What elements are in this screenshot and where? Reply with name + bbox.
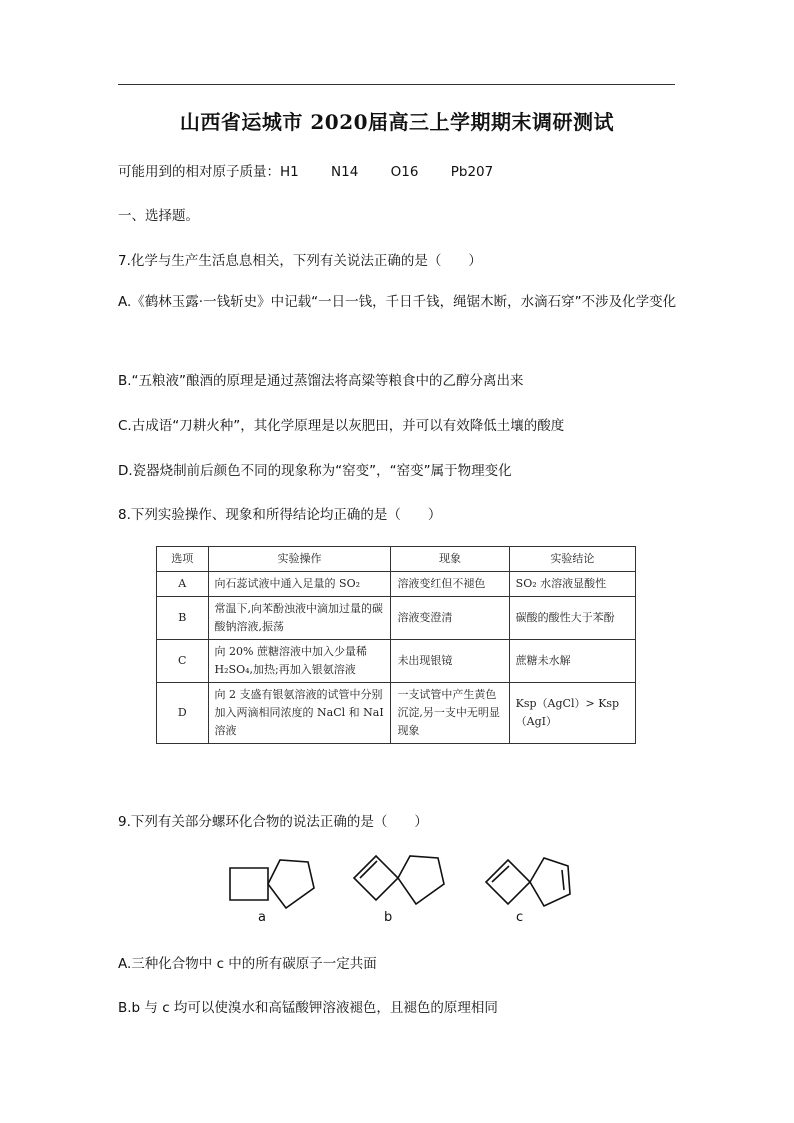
table-cell: 蔗糖未水解 [509, 640, 635, 683]
q8-table [156, 546, 636, 744]
table-cell: 向石蕊试液中通入足量的 SO₂ [208, 572, 391, 597]
compound-label-b: b [384, 910, 393, 925]
compound-label-a: a [258, 910, 266, 925]
q7-option-b: B.“五粮液”酿酒的原理是通过蒸馏法将高粱等粮食中的乙醇分离出来 [118, 373, 524, 389]
table-row [157, 683, 636, 744]
q8-stem: 8.下列实验操作、现象和所得结论均正确的是（ ） [118, 507, 442, 523]
atomic-mass-n: N14 [331, 164, 359, 180]
compound-label-c: c [516, 910, 524, 925]
atomic-mass-label: 可能用到的相对原子质量：H1 [118, 164, 299, 180]
q7-stem: 7.化学与生产生活息息相关，下列有关说法正确的是（ ） [118, 253, 482, 269]
atomic-mass-o: O16 [390, 164, 419, 180]
table-cell: 向 2 支盛有银氨溶液的试管中分别加入两滴相同浓度的 NaCl 和 NaI 溶液 [208, 683, 391, 744]
header-rule [118, 84, 675, 85]
table-cell: 溶液变红但不褪色 [391, 572, 509, 597]
spiro-compound-a-structure [222, 848, 322, 912]
table-row [157, 640, 636, 683]
q9-stem: 9.下列有关部分螺环化合物的说法正确的是（ ） [118, 814, 428, 830]
table-cell: 溶液变澄清 [391, 597, 509, 640]
atomic-mass-line [118, 160, 493, 180]
table-cell: 向 20% 蔗糖溶液中加入少量稀 H₂SO₄,加热;再加入银氨溶液 [208, 640, 391, 683]
section-heading: 一、选择题。 [118, 208, 199, 224]
table-row [157, 572, 636, 597]
spiro-compound-c-structure [482, 848, 582, 914]
q9-option-b: B.b 与 c 均可以使溴水和高锰酸钾溶液褪色，且褪色的原理相同 [118, 1000, 498, 1016]
table-cell: C [157, 640, 209, 683]
table-header: 现象 [391, 547, 509, 572]
atomic-mass-pb: Pb207 [450, 164, 494, 180]
table-cell: 一支试管中产生黄色沉淀,另一支中无明显现象 [391, 683, 509, 744]
table-header-row [157, 547, 636, 572]
table-header: 选项 [157, 547, 209, 572]
page-title: 山西省运城市 2020届高三上学期期末调研测试 [179, 110, 615, 134]
q7-option-d: D.瓷器烧制前后颜色不同的现象称为“窑变”，“窑变”属于物理变化 [118, 463, 512, 479]
table-cell: 常温下,向苯酚浊液中滴加过量的碳酸钠溶液,振荡 [208, 597, 391, 640]
table-row [157, 597, 636, 640]
table-cell: 未出现银镜 [391, 640, 509, 683]
q7-option-c: C.古成语“刀耕火种”，其化学原理是以灰肥田，并可以有效降低土壤的酸度 [118, 418, 565, 434]
table-cell: Ksp（AgCl）> Ksp（AgI） [509, 683, 635, 744]
table-cell: D [157, 683, 209, 744]
table-header: 实验结论 [509, 547, 635, 572]
q9-option-a: A.三种化合物中 c 中的所有碳原子一定共面 [118, 956, 377, 972]
table-header: 实验操作 [208, 547, 391, 572]
table-cell: 碳酸的酸性大于苯酚 [509, 597, 635, 640]
spiro-compound-b-structure [352, 848, 452, 912]
q7-option-a: A.《鹤林玉露·一钱斩史》中记载“一日一钱，千日千钱，绳锯木断，水滴石穿”不涉及化学变化 [118, 294, 677, 310]
table-cell: A [157, 572, 209, 597]
table-cell: SO₂ 水溶液显酸性 [509, 572, 635, 597]
table-cell: B [157, 597, 209, 640]
